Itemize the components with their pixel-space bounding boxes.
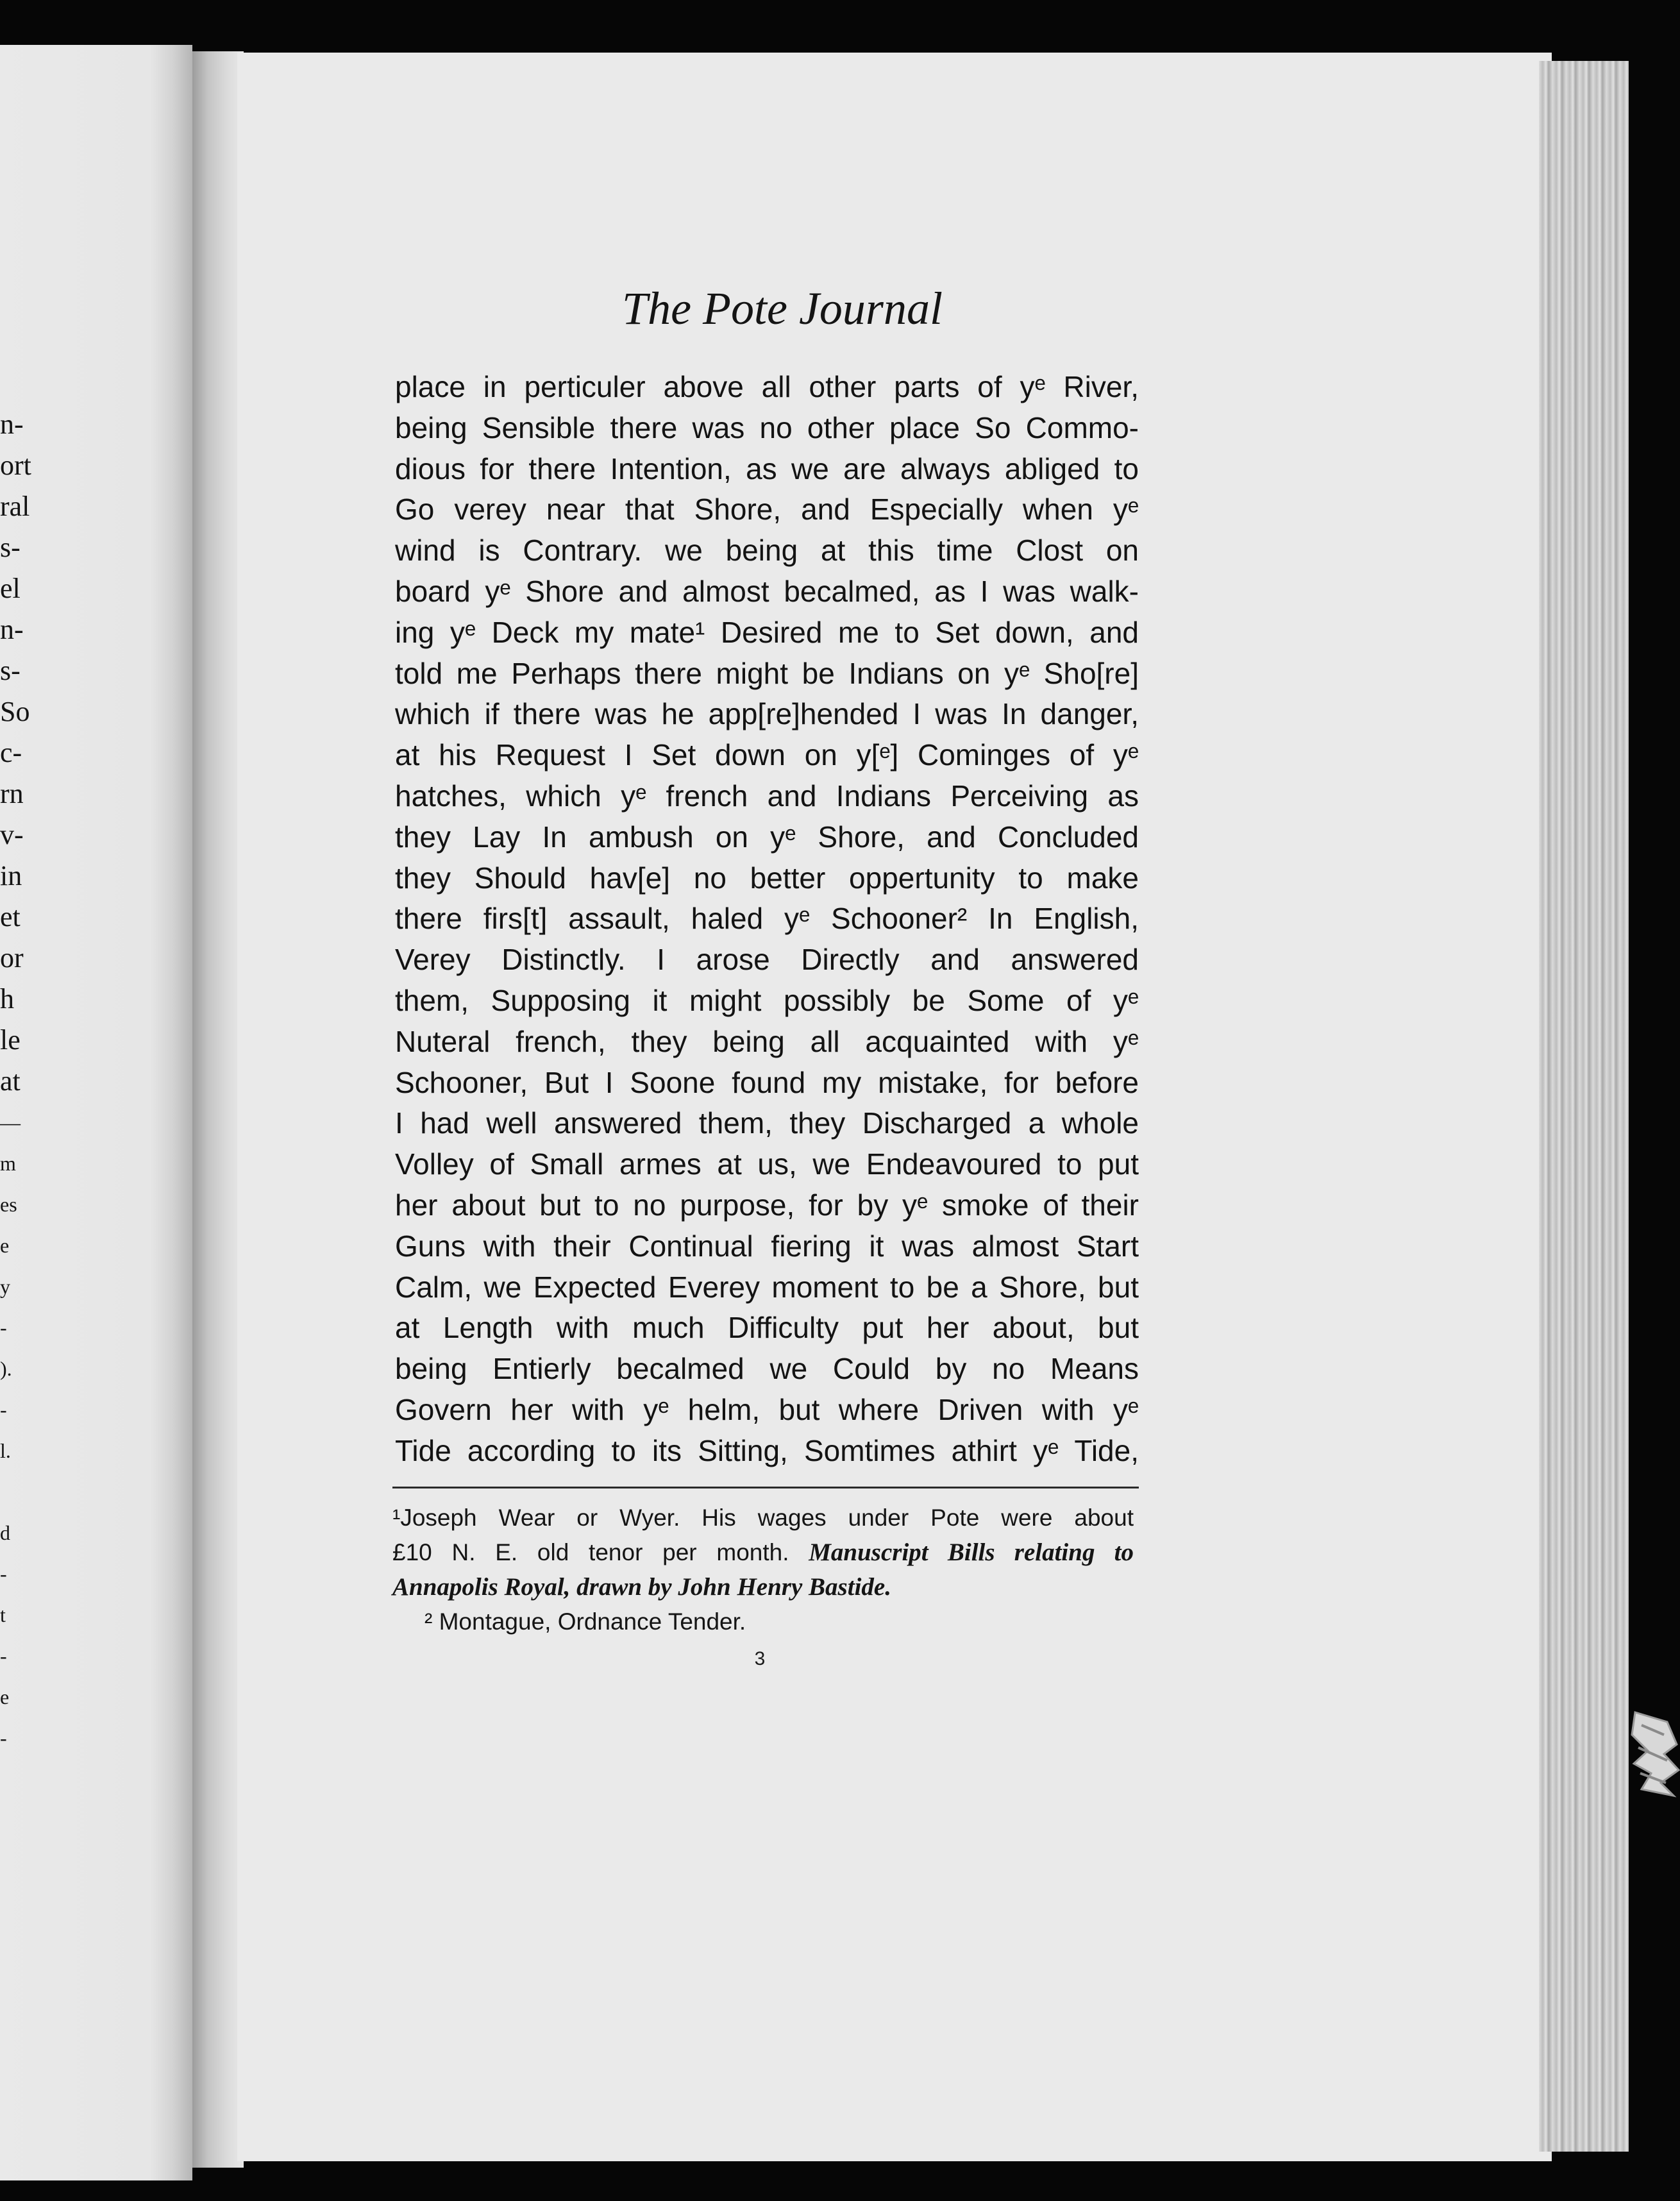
body-text [395, 367, 1139, 1472]
text-line: dious for there Intention, as we are always abliged to [395, 451, 1139, 485]
facing-page-text-fragments [0, 404, 64, 1758]
text-line: which if there was he app[re]hended I was In danger, [395, 697, 1139, 731]
facing-page-fragment: - [0, 1562, 7, 1585]
footnote-1-line-2 [392, 1535, 1134, 1570]
facing-page-fragment: d [0, 1521, 10, 1544]
text-line: Volley of Small armes at us, we Endeavoured to put [395, 1147, 1139, 1181]
text-line: they Should hav[e] no better oppertunity to make [395, 861, 1139, 895]
facing-page-fragment: el [0, 573, 21, 604]
facing-page-fragment: m [0, 1152, 16, 1175]
binder-clip-icon [1629, 1706, 1680, 1802]
facing-page-fragment: n- [0, 614, 24, 645]
text-line: told me Perhaps there might be Indians on yᵉ Sho[re] [395, 656, 1139, 690]
text-line: being Sensible there was no other place So Commo- [395, 410, 1139, 444]
facing-page-fragment: e [0, 1685, 10, 1708]
facing-page-fragment [0, 1471, 64, 1512]
facing-page-fragment: - [0, 1316, 7, 1339]
footnote-1-line-1: ¹Joseph Wear or Wyer. His wages under Pote were about [392, 1505, 1134, 1531]
footnote-rule [392, 1487, 1139, 1488]
facing-page-fragment: ort [0, 450, 31, 481]
text-line: I had well answered them, they Discharged a whole [395, 1106, 1139, 1140]
facing-page-fragment: y [0, 1275, 10, 1298]
text-line: they Lay In ambush on yᵉ Shore, and Concluded [395, 820, 1139, 854]
text-line: Go verey near that Shore, and Especially when yᵉ [395, 493, 1139, 527]
text-line: Nuteral french, they being all acquainted with yᵉ [395, 1024, 1139, 1058]
facing-page-fragment: in [0, 860, 22, 891]
facing-page-fragment: h [0, 983, 14, 1015]
facing-page-fragment: ). [0, 1357, 12, 1380]
footnote-1-citation-part-1: Manuscript Bills relating to [809, 1539, 1134, 1566]
text-line: ing yᵉ Deck my mate¹ Desired me to Set down, and [395, 615, 1139, 649]
footnote-1-plain: £10 N. E. old tenor per month. [392, 1539, 789, 1565]
facing-page-fragment: or [0, 942, 24, 974]
text-line: Govern her with yᵉ helm, but where Driven with yᵉ [395, 1392, 1139, 1426]
footnotes [392, 1501, 1134, 1639]
facing-page-fragment: t [0, 1603, 6, 1626]
running-head: The Pote Journal [622, 283, 943, 334]
facing-page-fragment: s- [0, 532, 21, 563]
facing-page-fragment: - [0, 1644, 7, 1667]
text-line: hatches, which yᵉ french and Indians Perceiving as [395, 779, 1139, 813]
facing-page-fragment: So [0, 696, 30, 727]
facing-page-fragment: — [0, 1111, 21, 1134]
text-line: them, Supposing it might possibly be Some of yᵉ [395, 983, 1139, 1017]
page-edges [1539, 61, 1629, 2152]
footnote-2: ² Montague, Ordnance Tender. [424, 1608, 746, 1635]
text-line: there firs[t] assault, haled yᵉ Schooner² In English, [395, 902, 1139, 936]
text-line: Tide according to its Sitting, Somtimes athirt yᵉ Tide, [395, 1433, 1139, 1467]
text-line: Guns with their Continual fiering it was almost Start [395, 1229, 1139, 1263]
page-number: 3 [754, 1648, 766, 1669]
facing-page-fragment: n- [0, 409, 24, 440]
text-line: at his Request I Set down on y[ᵉ] Cominges of yᵉ [395, 738, 1139, 772]
facing-page-fragment: at [0, 1065, 21, 1097]
facing-page-fragment: v- [0, 819, 24, 850]
facing-page-fragment: s- [0, 655, 21, 686]
facing-page-fragment: et [0, 901, 21, 932]
footnote-1-line-3 [392, 1570, 1134, 1605]
text-line: wind is Contrary. we being at this time Clost on [395, 534, 1139, 568]
facing-page-fragment: le [0, 1024, 21, 1056]
text-line: place in perticuler above all other parts of yᵉ River, [395, 370, 1139, 403]
text-line: her about but to no purpose, for by yᵉ smoke of their [395, 1188, 1139, 1222]
footnote-1-citation-part-2: Annapolis Royal, drawn by John Henry Bastide. [392, 1573, 891, 1601]
facing-page-fragment: - [0, 1398, 7, 1421]
text-line: Verey Distinctly. I arose Directly and answered [395, 943, 1139, 977]
book-gutter [192, 51, 244, 2168]
facing-page [0, 45, 192, 2180]
text-line: at Length with much Difficulty put her about, but [395, 1311, 1139, 1345]
facing-page-fragment: l. [0, 1439, 11, 1462]
facing-page-fragment: e [0, 1234, 10, 1257]
facing-page-fragment: c- [0, 737, 22, 768]
facing-page-fragment: es [0, 1193, 17, 1216]
facing-page-fragment: rn [0, 778, 24, 809]
text-line: Calm, we Expected Everey moment to be a Shore, but [395, 1270, 1139, 1304]
text-line: being Entierly becalmed we Could by no Means [395, 1352, 1139, 1386]
text-line: Schooner, But I Soone found my mistake, for before [395, 1065, 1139, 1099]
text-line: board yᵉ Shore and almost becalmed, as I was walk- [395, 574, 1139, 608]
facing-page-fragment: ral [0, 491, 30, 522]
facing-page-fragment: - [0, 1726, 7, 1750]
